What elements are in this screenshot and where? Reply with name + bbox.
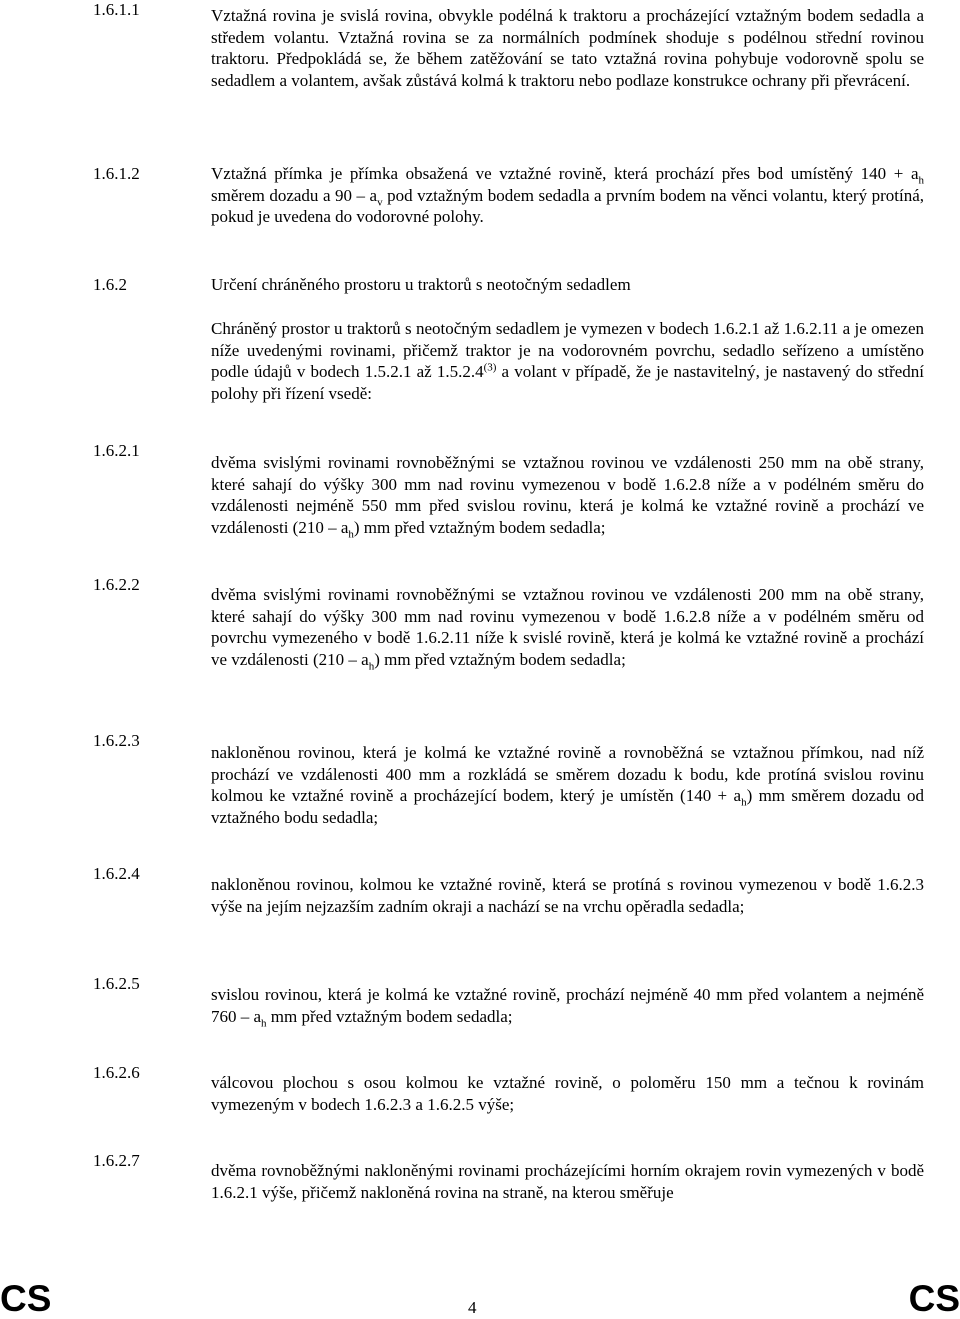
section-text: svislou rovinou, která je kolmá ke vztažné rovině, prochází nejméně 40 mm před volantem a nejméně $760 - a_h$ mm před vztažným bodem sedadla;: [211, 985, 924, 1029]
section-number: 1.6.1.2: [93, 164, 140, 183]
page-footer: [0, 1280, 960, 1317]
section-number: 1.6.2.2: [93, 575, 140, 594]
section-text: Vztažná rovina je svislá rovina, obvykle podélná k traktoru a procházející vztažným bodem sedadla a středem volantu. Vztažná rovina se za normálních podmínek shoduje s podélnou střední rovinou traktoru. Předpokládá se, že během zatěžování se tato vztažná rovina pohybuje vodorovně spolu se sedadlem a volantem, avšak zůstává kolmá k traktoru nebo podlaze konstrukce ochrany při převrácení.: [211, 6, 924, 90]
section-number: 1.6.2: [93, 275, 127, 294]
section-text: Chráněný prostor u traktorů s neotočným sedadlem je vymezen v bodech 1.6.2.1 až 1.6.2.11 a je omezen níže uvedenými rovinami, přičemž traktor je na vodorovném povrchu, sedadlo seřízeno a umístěno podle údajů v bodech 1.5.2.1 až 1.5.2.4$^{(3)}$ a volant v případě, že je nastavitelný, je nastavený do střední polohy při řízení vsedě:: [211, 319, 925, 403]
section-number: 1.6.2.1: [93, 441, 140, 460]
section-number: 1.6.2.6: [93, 1063, 140, 1082]
section-text: nakloněnou rovinou, kolmou ke vztažné rovině, která se protíná s rovinou vymezenou v bodě 1.6.2.3 výše na jejím nejzazším zadním okraji a nachází se na vrchu opěradla sedadla;: [211, 875, 924, 916]
page-number: 4: [468, 1298, 477, 1317]
section-text: nakloněnou rovinou, která je kolmá ke vztažné rovině a rovnoběžná se vztažnou přímkou, nad níž prochází ve vzdálenosti 400 mm a rozkládá se směrem dozadu k bodu, kde protíná svislou rovinu kolmou ke vztažné rovině a procházející bodem, který je umístěn $(140 + a_h)$ mm směrem dozadu od vztažného bodu sedadla;: [211, 743, 925, 827]
section-text: dvěma rovnoběžnými nakloněnými rovinami procházejícími horním okrajem rovin vymezených v bodě 1.6.2.1 výše, přičemž nakloněná rovina na straně, na kterou směřuje: [211, 1161, 924, 1202]
language-code-left: CS: [0, 1278, 52, 1319]
section-text: válcovou plochou s osou kolmou ke vztažné rovině, o poloměru 150 mm a tečnou k rovinám vymezeným v bodech 1.6.2.3 a 1.6.2.5 výše;: [211, 1073, 924, 1114]
language-code-right: CS: [908, 1278, 960, 1319]
section-text: Vztažná přímka je přímka obsažená ve vztažné rovině, která prochází přes bod umístěný $140 + a_h$ směrem dozadu a $90 - a_v$ pod vztažným bodem sedadla a prvním bodem na věnci volantu, který protíná, pokud je uvedena do vodorovné polohy.: [211, 164, 924, 226]
section-number: 1.6.1.1: [93, 0, 140, 19]
section-heading: Určení chráněného prostoru u traktorů s neotočným sedadlem: [211, 275, 631, 294]
section-number: 1.6.2.3: [93, 731, 140, 750]
section-number: 1.6.2.4: [93, 864, 140, 883]
section-text: dvěma svislými rovinami rovnoběžnými se vztažnou rovinou ve vzdálenosti 250 mm na obě strany, které sahají do výšky 300 mm nad rovinu vymezenou v bodě 1.6.2.8 níže a v podélném směru do vzdálenosti nejméně 550 mm před svislou rovinu, která je kolmá ke vztažné rovině a prochází ve vzdálenosti $(210 - a_h)$ mm před vztažným bodem sedadla;: [211, 453, 924, 540]
section-text: dvěma svislými rovinami rovnoběžnými se vztažnou rovinou ve vzdálenosti 200 mm na obě strany, které sahají do výšky 300 mm nad rovinu vymezenou v bodě 1.6.2.8 níže a v podélném směru od povrchu vymezeného v bodě 1.6.2.11 níže k svislé rovině, která je kolmá ke vztažné rovině a prochází ve vzdálenosti $(210 - a_h)$ mm před vztažným bodem sedadla;: [211, 585, 924, 672]
section-number: 1.6.2.5: [93, 974, 140, 993]
section-number: 1.6.2.7: [93, 1151, 140, 1170]
